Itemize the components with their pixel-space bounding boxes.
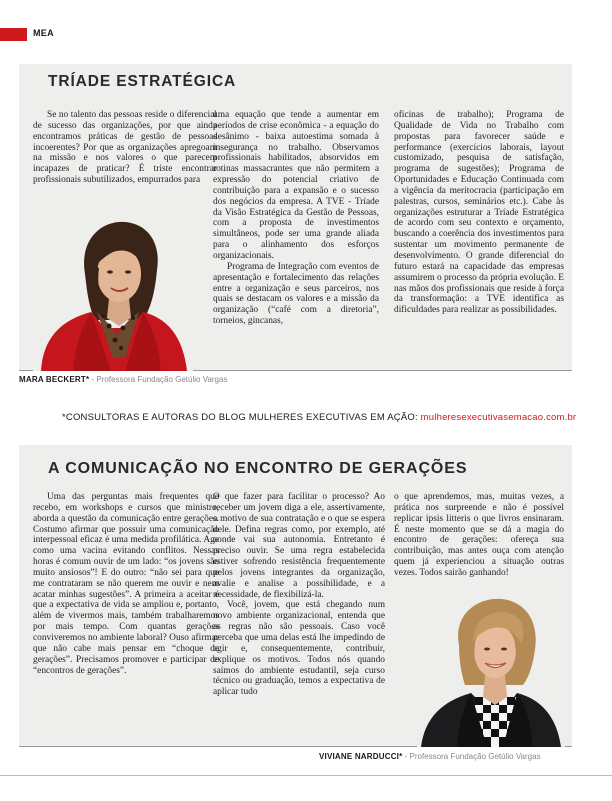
article-title: TRÍADE ESTRATÉGICA xyxy=(48,73,237,90)
article-column-3 xyxy=(394,492,564,579)
paragraph: o que aprendemos, mas, muitas vezes, a prática nos surpreende e não é possível replicar ipsis litteris o que livros ensinaram. É neste momento que se dá a magia do encontro de gerações: ofereça sua contribuição, mas antes ouça com atenção quem já experienciou a situação outras vezes. Todos sairão ganhando! xyxy=(394,492,564,578)
blog-link[interactable]: mulheresexecutivasemacao.com.br xyxy=(420,412,577,423)
author-byline xyxy=(319,752,541,761)
article-title: A COMUNICAÇÃO NO ENCONTRO DE GERAÇÕES xyxy=(48,460,468,477)
author-photo-viviane-narducci xyxy=(417,593,565,747)
article-column-1 xyxy=(33,492,219,676)
article-box-triade xyxy=(19,64,572,371)
author-photo-mara-beckert xyxy=(33,208,193,371)
article-box-comunicacao xyxy=(19,445,572,747)
paragraph: Você, jovem, que está chegando num novo ambiente organizacional, entenda que as regras não são pessoais. Caso você perceba que uma delas está lhe impedindo de agir e, consequentemente, contribuir, explique os motivos. Todos nós quando saímos do ambiente estudantil, seja curso técnico ou graduação, temos a expectativa de aplicar tudo xyxy=(213,600,385,698)
article-column-1 xyxy=(33,110,217,186)
authors-note-text: *CONSULTORAS E AUTORAS DO BLOG MULHERES EXECUTIVAS EM AÇÃO: xyxy=(62,412,421,423)
section-tag: MEA xyxy=(33,28,54,38)
author-name: VIVIANE NARDUCCI* xyxy=(319,752,403,761)
page-bottom-rule xyxy=(0,775,612,776)
author-role: - Professora Fundação Getúlio Vargas xyxy=(89,375,228,384)
paragraph: oficinas de trabalho); Programa de Qualidade de Vida no Trabalho com propostas para favorecer saúde e performance (exercícios laborais, layout customizado, pesquisa de satisfação, programa de sugestões); Programa de Oportunidades e Educação Continuada com a vigência da meritocracia (participação em palestras, cursos, seminários etc.). Cabe às organizações estruturar a Tríade Estratégica de acordo com seu contexto e orçamento, buscando a coerência dos investimentos para sustentar um movimento permanente de desenvolvimento. O grande diferencial do futuro estará na capacidade das empresas assumirem o processo da própria evolução. E nas mãos dos profissionais que reside à força da transformação: a TVE identifica as dificuldades para realizar as possibilidades. xyxy=(394,110,564,316)
article-column-3 xyxy=(394,110,564,316)
section-tab-marker xyxy=(0,28,27,41)
article-column-2 xyxy=(213,492,385,698)
authors-note xyxy=(62,412,576,423)
paragraph: O que fazer para facilitar o processo? Ao receber um jovem diga a ele, assertivamente, o motivo de sua contratação e o que se espera dele. Defina regras como, por exemplo, até aonde vai sua autonomia. Entretanto é preciso ouvir. Se uma regra estabelecida estiver sofrendo resistência frequentemente pelos jovens integrantes da organização, avalie e analise a possibilidade, e a necessidade, de flexibilizá-la. xyxy=(213,492,385,600)
article-column-2 xyxy=(213,110,379,327)
author-role: - Professora Fundação Getúlio Vargas xyxy=(402,752,541,761)
paragraph: Uma das perguntas mais frequentes que recebo, em workshops e cursos que ministro, aborda a questão da comunicação entre gerações. Costumo afirmar que possuir uma comunicação interpessoal eficaz é uma medida profilática. Age como uma vacina evitando conflitos. Nessas horas é comum ouvir de um lado: “os jovens são muito ansiosos”! E do outro: “não sei para que me contrataram se não querem me ouvir e nem acatar minhas sugestões”. A primeira a aceitar é que a expectativa de vida se ampliou e, portanto, além de vivermos mais, também trabalharemos por mais tempo. Com quantas gerações conviveremos no ambiente laboral? Ouso afirmar que não cabe mais pensar em “choque de gerações”. Precisamos promover e participar de “encontros de gerações”. xyxy=(33,492,219,676)
author-byline xyxy=(19,375,227,384)
paragraph: Se no talento das pessoas reside o diferencial de sucesso das organizações, por que ainda encontramos práticas de gestão de pessoas incoerentes? Por que as organizações apregoam na missão e nos valores o que parecem incapazes de praticar? É triste encontrar profissionais subutilizados, empurrados para xyxy=(33,110,217,186)
author-name: MARA BECKERT* xyxy=(19,375,90,384)
paragraph: uma equação que tende a aumentar em períodos de crise econômica - a equação do desânimo - baixa autoestima somada à insegurança no trabalho. Observamos profissionais habilitados, absorvidos em rotinas massacrantes que não permitem a expressão do potencial criativo de contribuição para a expansão e o sucesso dos negócios da empresa. A TVE - Tríade da Visão Estratégica da Gestão de Pessoas, com a proposta de investimentos simultâneos, pode ser uma grande aliada para o alinhamento dos esforços organizacionais. xyxy=(213,110,379,261)
paragraph: Programa de Integração com eventos de apresentação e fortalecimento das relações entre a organização e seus parceiros, nos quais se destacam os valores e a missão da organização (“café com a diretoria”, torneios, gincanas, xyxy=(213,261,379,327)
